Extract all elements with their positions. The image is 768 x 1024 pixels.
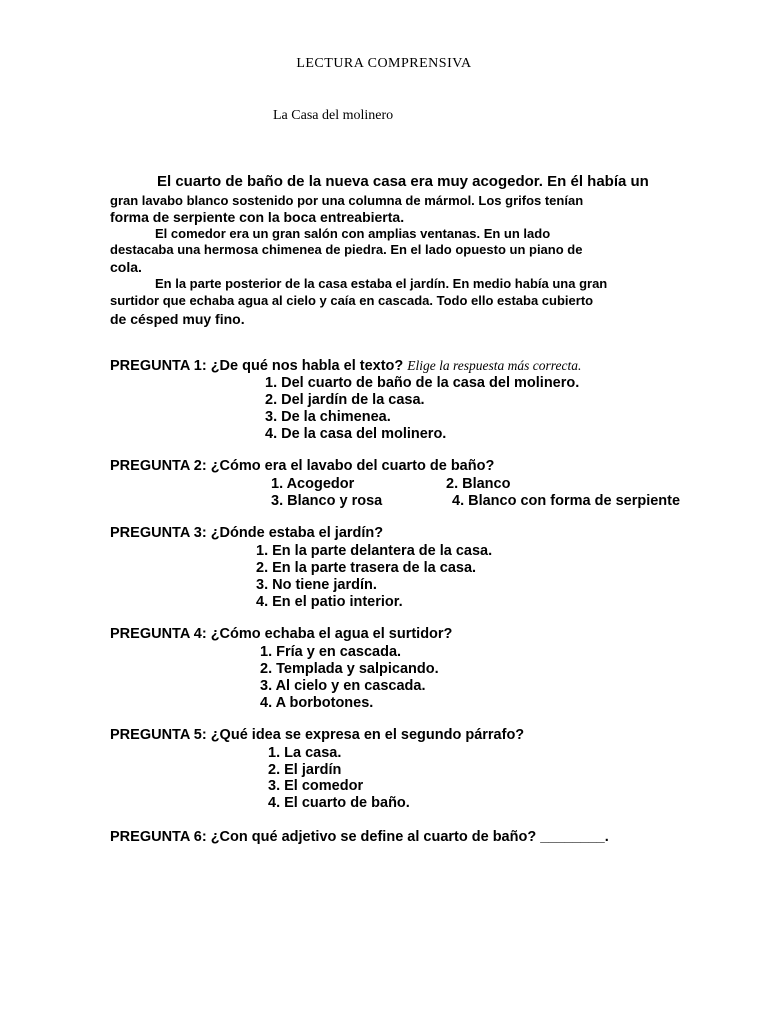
question-label: PREGUNTA 2: ¿Cómo era el lavabo del cuarto de baño? — [110, 458, 495, 474]
answer-option[interactable]: 2. Del jardín de la casa. — [265, 392, 425, 408]
answer-option[interactable]: 2. Blanco — [446, 476, 511, 492]
passage-line: forma de serpiente con la boca entreabierta. — [110, 209, 405, 225]
answer-option[interactable]: 1. Fría y en cascada. — [260, 644, 402, 660]
question-hint: Elige la respuesta más correcta. — [407, 358, 582, 373]
answer-option[interactable]: 3. El comedor — [268, 778, 364, 794]
answer-option[interactable]: 4. Blanco con forma de serpiente — [452, 493, 681, 509]
answer-option[interactable]: 1. Acogedor — [271, 476, 355, 492]
answer-option[interactable]: 3. Blanco y rosa — [271, 493, 383, 509]
answer-option[interactable]: 4. El cuarto de baño. — [268, 795, 410, 811]
passage-line: destacaba una hermosa chimenea de piedra. En el lado opuesto un piano de — [110, 242, 583, 257]
story-title: La Casa del molinero — [273, 108, 394, 123]
passage-line: El comedor era un gran salón con amplias ventanas. En un lado — [155, 226, 551, 241]
page-title: LECTURA COMPRENSIVA — [296, 56, 472, 71]
answer-option[interactable]: 2. En la parte trasera de la casa. — [256, 560, 477, 576]
answer-option[interactable]: 1. La casa. — [268, 745, 342, 761]
answer-option[interactable]: 1. En la parte delantera de la casa. — [256, 543, 493, 559]
answer-option[interactable]: 2. El jardín — [268, 762, 342, 778]
answer-option[interactable]: 4. En el patio interior. — [256, 594, 403, 610]
passage-line: cola. — [110, 259, 142, 275]
answer-option[interactable]: 4. A borbotones. — [260, 695, 374, 711]
passage-line: surtidor que echaba agua al cielo y caía en cascada. Todo ello estaba cubierto — [110, 293, 594, 308]
passage-line: En la parte posterior de la casa estaba el jardín. En medio había una gran — [155, 276, 608, 291]
question-label: PREGUNTA 4: ¿Cómo echaba el agua el surtidor? — [110, 626, 453, 642]
question-label: PREGUNTA 3: ¿Dónde estaba el jardín? — [110, 525, 384, 541]
question-label: PREGUNTA 5: ¿Qué idea se expresa en el segundo párrafo? — [110, 727, 525, 743]
answer-option[interactable]: 3. Al cielo y en cascada. — [260, 678, 426, 694]
passage-line: de césped muy fino. — [110, 311, 245, 327]
question-label: PREGUNTA 6: ¿Con qué adjetivo se define al cuarto de baño? ________. — [110, 829, 609, 845]
answer-option[interactable]: 4. De la casa del molinero. — [265, 426, 447, 442]
answer-option[interactable]: 3. De la chimenea. — [265, 409, 391, 425]
answer-option[interactable]: 2. Templada y salpicando. — [260, 661, 439, 677]
question-label: PREGUNTA 1: ¿De qué nos habla el texto? — [110, 358, 404, 374]
answer-option[interactable]: 3. No tiene jardín. — [256, 577, 377, 593]
answer-option[interactable]: 1. Del cuarto de baño de la casa del molinero. — [265, 375, 580, 391]
passage-line: El cuarto de baño de la nueva casa era muy acogedor. En él había un — [157, 173, 649, 190]
passage-line: gran lavabo blanco sostenido por una columna de mármol. Los grifos tenían — [110, 193, 584, 208]
